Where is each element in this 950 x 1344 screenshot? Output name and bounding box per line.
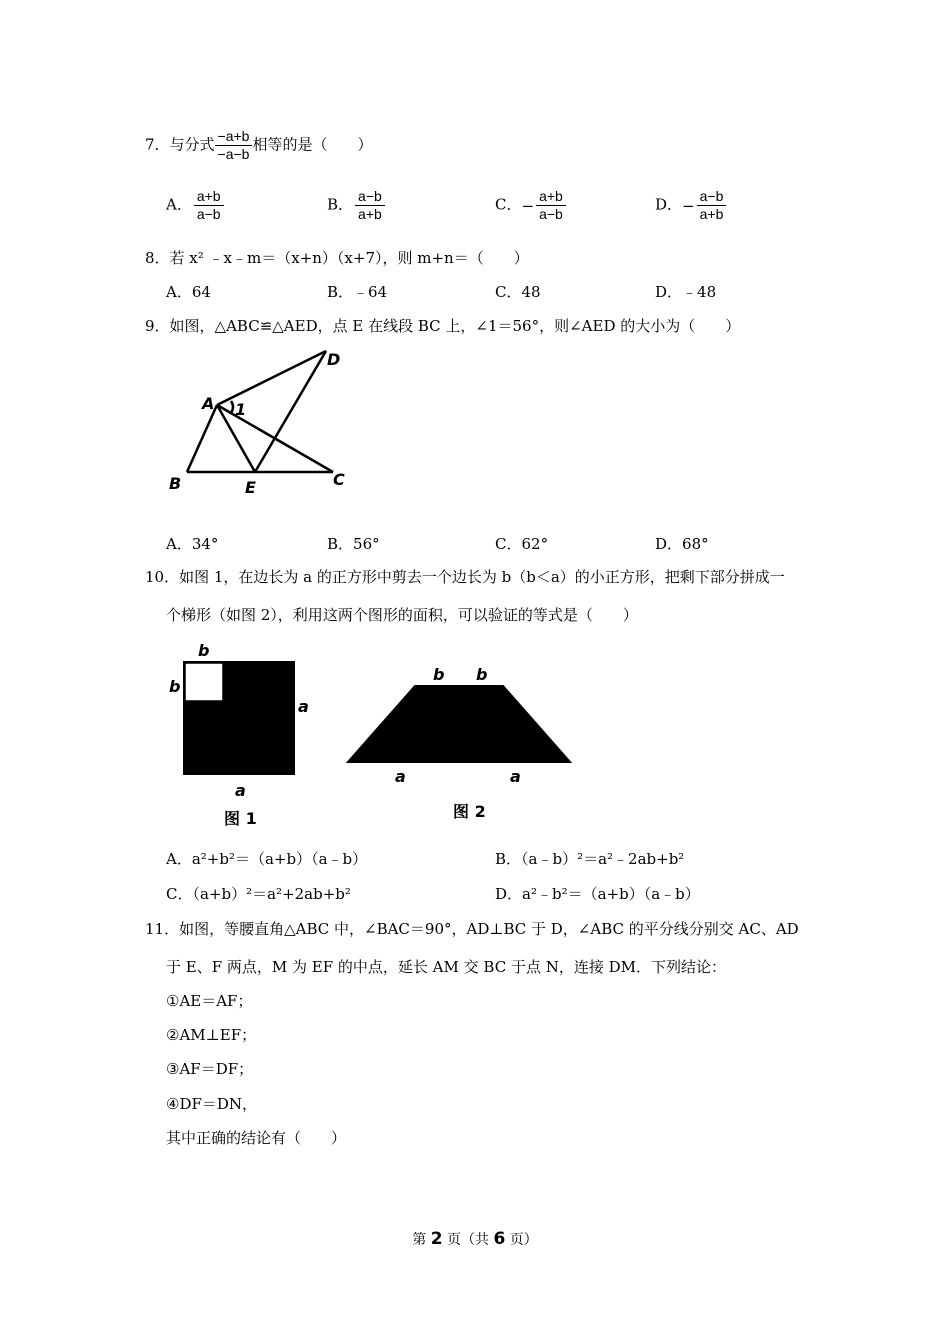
option-fraction bbox=[536, 188, 566, 223]
q8-option-a bbox=[166, 283, 211, 301]
footer-page-number: 2 bbox=[430, 1229, 443, 1249]
q10-figure-1 bbox=[160, 640, 320, 830]
fig1-caption: 图 1 bbox=[224, 809, 257, 828]
q8-option-c bbox=[495, 283, 541, 301]
fig2-label-bottom-a2: a bbox=[510, 767, 521, 786]
q9-label-b: B bbox=[169, 474, 182, 493]
frac-den: a−b bbox=[196, 206, 221, 222]
option-label: C． bbox=[495, 195, 522, 214]
option-label: A． bbox=[166, 195, 192, 214]
q11-item-2: ②AM⊥EF； bbox=[166, 1026, 257, 1044]
option-label: A． bbox=[166, 535, 192, 553]
q11-line1: 11．如图，等腰直角△ABC 中，∠BAC＝90°，AD⊥BC 于 D，∠ABC 的平分线分别交 AC、AD bbox=[145, 920, 799, 938]
q8-option-b bbox=[327, 283, 387, 301]
option-text: 68° bbox=[682, 535, 709, 553]
frac-den: a+b bbox=[358, 206, 382, 222]
option-label: B． bbox=[327, 195, 354, 214]
option-text: ﹣64 bbox=[353, 283, 388, 301]
fig1-label-left-b: b bbox=[169, 677, 181, 696]
option-neg: − bbox=[682, 196, 695, 215]
option-fraction bbox=[194, 188, 224, 223]
option-label: A． bbox=[166, 283, 192, 301]
q9-stem: 9．如图，△ABC≌△AED，点 E 在线段 BC 上，∠1＝56°，则∠AED 的大小为（ ） bbox=[145, 317, 741, 335]
q9-figure bbox=[165, 345, 365, 495]
q8-option-d bbox=[655, 283, 716, 301]
q7-option-c bbox=[495, 188, 566, 223]
q9-option-c bbox=[495, 535, 548, 553]
q7-option-a bbox=[166, 188, 224, 223]
option-fraction bbox=[355, 188, 385, 223]
q7-option-d bbox=[655, 188, 726, 223]
q10-stem-line2: 个梯形（如图 2），利用这两个图形的面积，可以验证的等式是（ ） bbox=[166, 606, 638, 624]
page-footer bbox=[0, 1230, 950, 1249]
frac-den: a−b bbox=[539, 206, 563, 222]
option-fraction bbox=[697, 188, 727, 223]
option-text: a²+b²＝（a+b）（a﹣b） bbox=[191, 850, 368, 868]
option-label: D． bbox=[495, 885, 523, 903]
footer-post: 页） bbox=[509, 1232, 538, 1248]
q11-line2: 于 E、F 两点，M 为 EF 的中点，延长 AM 交 BC 于点 N，连接 DM．下列结论： bbox=[166, 958, 727, 976]
option-label: C． bbox=[495, 283, 522, 301]
q7-stem-pre: 7．与分式 bbox=[145, 135, 215, 154]
q11-ending: 其中正确的结论有（ ） bbox=[166, 1129, 347, 1147]
option-text: 56° bbox=[353, 535, 380, 553]
q9-option-d bbox=[655, 535, 709, 553]
q10-option-a bbox=[166, 850, 367, 868]
q9-option-a bbox=[166, 535, 218, 553]
option-text: 48 bbox=[521, 283, 541, 301]
option-text: ﹣48 bbox=[682, 283, 717, 301]
footer-pre: 第 bbox=[412, 1232, 427, 1248]
q10-stem-line1: 10．如图 1，在边长为 a 的正方形中剪去一个边长为 b（b＜a）的小正方形，把剩下部分拼成一 bbox=[145, 568, 785, 586]
frac-den: a+b bbox=[699, 206, 724, 222]
option-label: B． bbox=[327, 283, 354, 301]
option-label: B． bbox=[327, 535, 354, 553]
q9-label-c: C bbox=[333, 470, 345, 489]
option-label: B． bbox=[495, 850, 522, 868]
q9-option-b bbox=[327, 535, 380, 553]
q11-item-3: ③AF＝DF； bbox=[166, 1060, 254, 1078]
q9-label-d: D bbox=[327, 350, 341, 369]
fig1-label-right-a: a bbox=[298, 697, 309, 716]
q9-label-1: 1 bbox=[235, 400, 247, 419]
frac-num: a+b bbox=[194, 188, 224, 206]
option-neg: − bbox=[521, 196, 535, 215]
fig2-caption: 图 2 bbox=[453, 802, 486, 821]
q7-fraction bbox=[215, 128, 253, 163]
option-text: （a﹣b）²＝a²﹣2ab+b² bbox=[521, 850, 685, 868]
q7-stem bbox=[145, 128, 373, 163]
q10-option-b bbox=[495, 850, 684, 868]
option-text: （a+b）²＝a²+2ab+b² bbox=[192, 885, 351, 903]
fig2-label-top-b2: b bbox=[476, 665, 488, 684]
option-label: D． bbox=[655, 195, 683, 214]
footer-total-pages: 6 bbox=[493, 1229, 506, 1249]
frac-num: a−b bbox=[697, 188, 727, 206]
fig1-label-bottom-a: a bbox=[235, 781, 246, 800]
frac-num: a−b bbox=[355, 188, 385, 206]
option-label: C． bbox=[495, 535, 522, 553]
option-label: A． bbox=[166, 850, 192, 868]
option-label: D． bbox=[655, 535, 683, 553]
option-label: C． bbox=[166, 885, 193, 903]
fig1-label-top-b: b bbox=[198, 641, 210, 660]
q7-frac-num: −a+b bbox=[215, 128, 253, 146]
q10-figure-2 bbox=[340, 655, 580, 825]
option-text: a²﹣b²＝（a+b）（a﹣b） bbox=[522, 885, 700, 903]
q7-frac-den: −a−b bbox=[217, 146, 250, 162]
frac-num: a+b bbox=[536, 188, 566, 206]
footer-mid: 页（共 bbox=[447, 1232, 489, 1248]
q7-stem-post: 相等的是（ ） bbox=[252, 135, 373, 154]
option-text: 34° bbox=[191, 535, 219, 553]
q9-label-e: E bbox=[245, 478, 256, 497]
q10-option-d bbox=[495, 885, 700, 903]
option-label: D． bbox=[655, 283, 683, 301]
option-text: 64 bbox=[191, 283, 211, 301]
fig2-label-top-b1: b bbox=[433, 665, 445, 684]
q10-option-c bbox=[166, 885, 351, 903]
fig2-label-bottom-a1: a bbox=[395, 767, 406, 786]
q11-item-4: ④DF＝DN， bbox=[166, 1095, 258, 1113]
q11-item-1: ①AE＝AF； bbox=[166, 992, 253, 1010]
q8-stem: 8．若 x² ﹣x﹣m＝（x+n）（x+7），则 m+n＝（ ） bbox=[145, 249, 529, 267]
q9-label-a: A bbox=[202, 394, 215, 413]
q7-option-b bbox=[327, 188, 385, 223]
option-text: 62° bbox=[521, 535, 549, 553]
